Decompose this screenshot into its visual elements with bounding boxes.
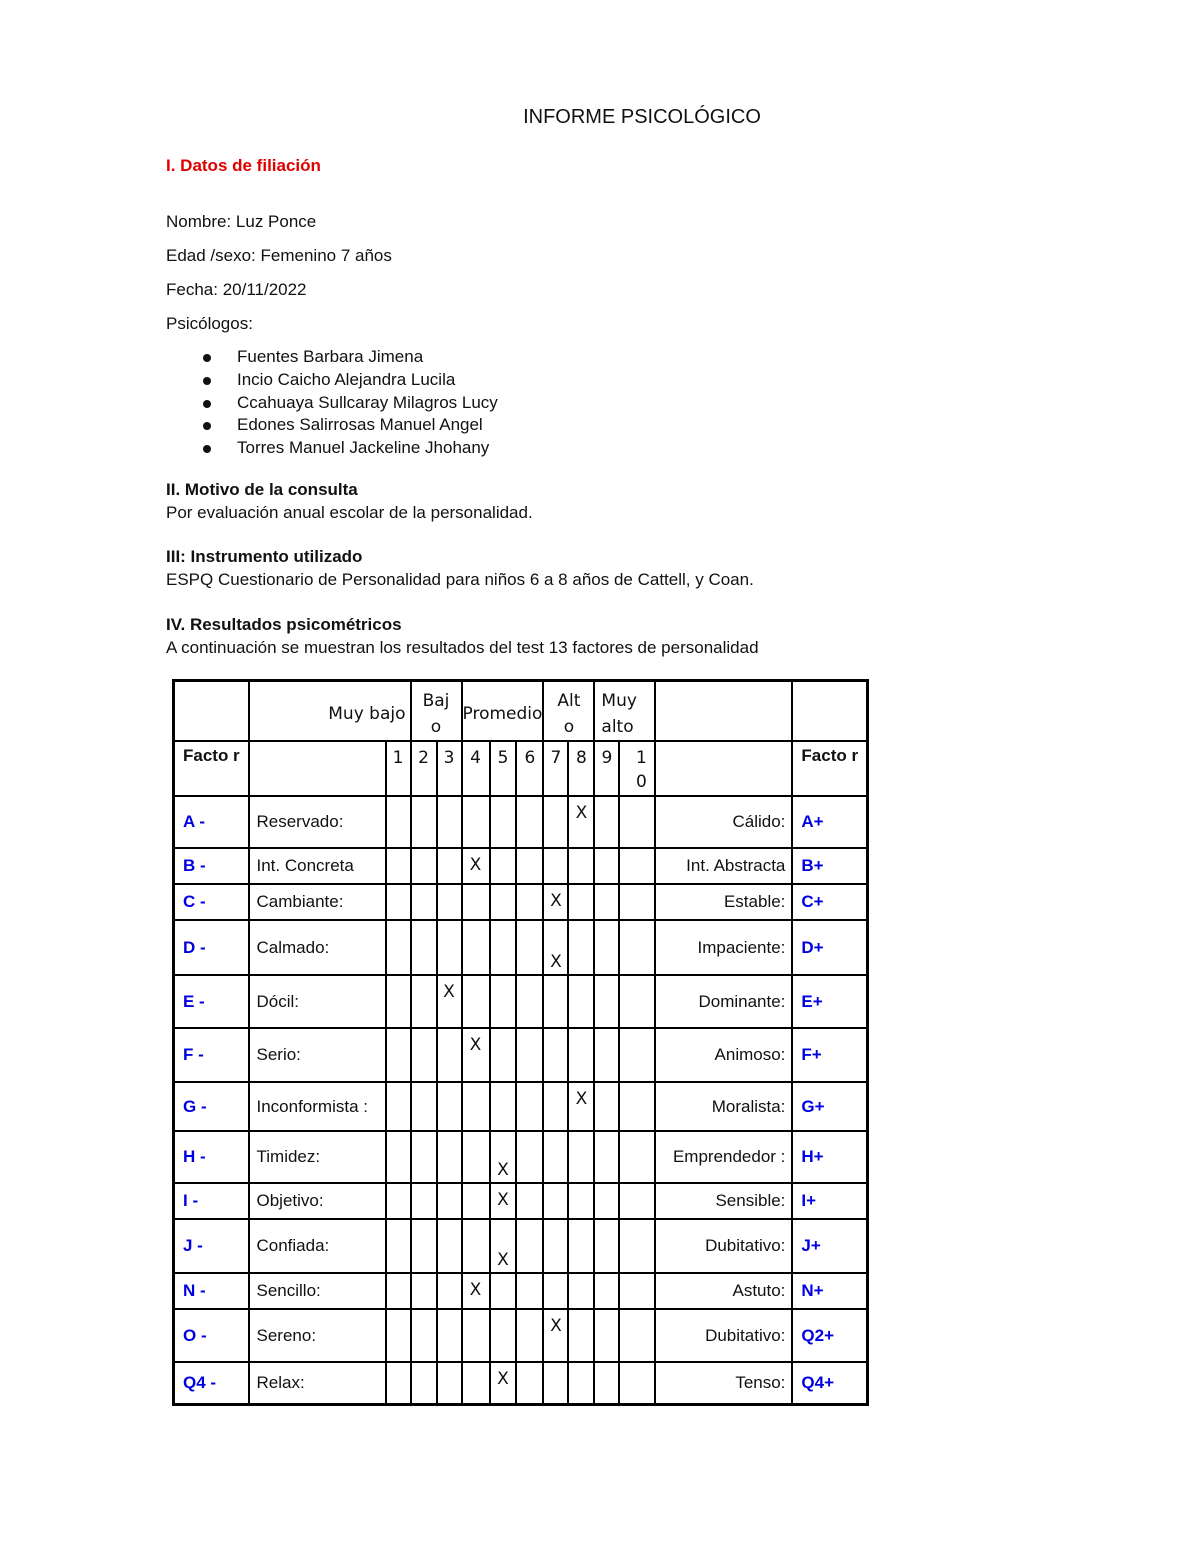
factor-row xyxy=(174,1309,868,1362)
factor-code-high: C+ xyxy=(792,884,867,920)
factor-code-low: N - xyxy=(174,1273,249,1309)
score-cell xyxy=(568,1219,594,1273)
group-bajo: Baj o xyxy=(411,681,462,742)
score-cell xyxy=(386,1028,411,1082)
scale-number: 2 xyxy=(411,741,437,796)
factor-high-label: Dominante: xyxy=(655,975,792,1028)
score-cell xyxy=(619,1131,655,1183)
empty-cell xyxy=(655,681,792,742)
score-cell xyxy=(619,884,655,920)
score-cell xyxy=(411,1219,437,1273)
score-cell xyxy=(411,1183,437,1219)
scale-number: 4 xyxy=(462,741,490,796)
score-cell xyxy=(411,1362,437,1404)
factor-high-label: Astuto: xyxy=(655,1273,792,1309)
factor-code-low: Q4 - xyxy=(174,1362,249,1404)
factor-row xyxy=(174,1219,868,1273)
score-cell xyxy=(594,975,619,1028)
score-cell xyxy=(462,884,490,920)
score-cell xyxy=(619,1082,655,1131)
score-cell xyxy=(411,884,437,920)
factor-header-right: Facto r xyxy=(792,741,867,796)
score-mark: X xyxy=(437,975,462,1028)
factor-row xyxy=(174,1273,868,1309)
factor-code-high: N+ xyxy=(792,1273,867,1309)
score-cell xyxy=(543,1362,568,1404)
score-cell xyxy=(543,1219,568,1273)
section-4-heading: IV. Resultados psicométricos xyxy=(166,615,402,634)
group-muy-alto: Muy alto xyxy=(594,681,655,742)
score-cell xyxy=(619,1028,655,1082)
fecha-line: Fecha: 20/11/2022 xyxy=(166,280,307,299)
factor-low-label: Timidez: xyxy=(249,1131,386,1183)
score-cell xyxy=(516,1082,543,1131)
factor-high-label: Impaciente: xyxy=(655,920,792,975)
score-cell xyxy=(437,1082,462,1131)
factor-low-label: Dócil: xyxy=(249,975,386,1028)
score-cell xyxy=(411,920,437,975)
factor-low-label: Sencillo: xyxy=(249,1273,386,1309)
score-cell xyxy=(462,1082,490,1131)
score-cell xyxy=(411,796,437,848)
factor-row xyxy=(174,1082,868,1131)
score-mark: X xyxy=(490,1183,517,1219)
score-cell xyxy=(386,1362,411,1404)
score-cell xyxy=(568,1131,594,1183)
score-cell xyxy=(490,1082,517,1131)
factor-high-label: Emprendedor : xyxy=(655,1131,792,1183)
score-cell xyxy=(619,920,655,975)
factor-high-label: Sensible: xyxy=(655,1183,792,1219)
score-cell xyxy=(619,1273,655,1309)
factor-code-high: E+ xyxy=(792,975,867,1028)
empty-cell xyxy=(249,741,386,796)
score-cell xyxy=(619,796,655,848)
score-cell xyxy=(462,1219,490,1273)
score-cell xyxy=(386,1183,411,1219)
factor-high-label: Int. Abstracta xyxy=(655,848,792,884)
factor-high-label: Estable: xyxy=(655,884,792,920)
factor-code-high: H+ xyxy=(792,1131,867,1183)
score-cell xyxy=(568,1362,594,1404)
factor-high-label: Cálido: xyxy=(655,796,792,848)
score-cell xyxy=(594,920,619,975)
factor-high-label: Dubitativo: xyxy=(655,1219,792,1273)
score-cell xyxy=(411,1273,437,1309)
factor-code-low: J - xyxy=(174,1219,249,1273)
edad-sexo-line: Edad /sexo: Femenino 7 años xyxy=(166,246,392,265)
score-cell xyxy=(594,1131,619,1183)
score-cell xyxy=(543,848,568,884)
score-cell xyxy=(543,1183,568,1219)
factor-code-low: F - xyxy=(174,1028,249,1082)
score-cell xyxy=(462,1362,490,1404)
score-cell xyxy=(594,1273,619,1309)
factor-low-label: Relax: xyxy=(249,1362,386,1404)
score-cell xyxy=(386,1131,411,1183)
psicologo-item: Ccahuaya Sullcaray Milagros Lucy xyxy=(166,392,498,415)
score-cell xyxy=(516,920,543,975)
factor-code-low: O - xyxy=(174,1309,249,1362)
score-cell xyxy=(490,884,517,920)
factor-code-low: I - xyxy=(174,1183,249,1219)
score-cell xyxy=(411,848,437,884)
factor-row xyxy=(174,1362,868,1404)
score-cell xyxy=(594,1183,619,1219)
psicologo-item: Torres Manuel Jackeline Jhohany xyxy=(166,437,498,460)
factor-row xyxy=(174,796,868,848)
factor-high-label: Animoso: xyxy=(655,1028,792,1082)
factor-row xyxy=(174,884,868,920)
score-mark: X xyxy=(462,848,490,884)
score-cell xyxy=(568,1183,594,1219)
factor-row xyxy=(174,848,868,884)
score-cell xyxy=(568,884,594,920)
score-cell xyxy=(386,975,411,1028)
section-2-text: Por evaluación anual escolar de la personalidad. xyxy=(166,503,533,522)
score-cell xyxy=(462,796,490,848)
score-cell xyxy=(490,1309,517,1362)
score-cell xyxy=(490,920,517,975)
score-cell xyxy=(411,975,437,1028)
score-cell xyxy=(411,1131,437,1183)
factor-code-high: J+ xyxy=(792,1219,867,1273)
score-cell xyxy=(516,884,543,920)
factor-code-low: C - xyxy=(174,884,249,920)
score-cell xyxy=(543,1028,568,1082)
scale-number: 5 xyxy=(490,741,517,796)
score-cell xyxy=(437,1131,462,1183)
score-cell xyxy=(437,796,462,848)
factor-low-label: Confiada: xyxy=(249,1219,386,1273)
factor-low-label: Inconformista : xyxy=(249,1082,386,1131)
scale-number: 8 xyxy=(568,741,594,796)
scale-number: 1 0 xyxy=(619,741,655,796)
score-cell xyxy=(437,1028,462,1082)
score-cell xyxy=(411,1028,437,1082)
section-4-text: A continuación se muestran los resultados del test 13 factores de personalidad xyxy=(166,638,759,657)
score-cell xyxy=(437,848,462,884)
score-cell xyxy=(594,1309,619,1362)
score-cell xyxy=(437,1183,462,1219)
factor-code-low: H - xyxy=(174,1131,249,1183)
score-cell xyxy=(594,1362,619,1404)
score-cell xyxy=(516,1273,543,1309)
score-cell xyxy=(516,848,543,884)
results-table xyxy=(172,679,869,1406)
score-mark: X xyxy=(543,1309,568,1362)
factor-high-label: Moralista: xyxy=(655,1082,792,1131)
score-cell xyxy=(516,796,543,848)
section-1-heading: I. Datos de filiación xyxy=(166,156,321,175)
scale-number: 1 xyxy=(386,741,411,796)
factor-low-label: Cambiante: xyxy=(249,884,386,920)
score-mark: X xyxy=(543,884,568,920)
score-cell xyxy=(619,848,655,884)
psicologos-list xyxy=(166,346,498,460)
score-mark: X xyxy=(568,1082,594,1131)
score-cell xyxy=(568,1028,594,1082)
factor-low-label: Serio: xyxy=(249,1028,386,1082)
score-mark: X xyxy=(543,920,568,975)
score-cell xyxy=(619,1219,655,1273)
score-cell xyxy=(619,975,655,1028)
score-cell xyxy=(411,1082,437,1131)
score-cell xyxy=(594,848,619,884)
factor-low-label: Reservado: xyxy=(249,796,386,848)
factor-code-high: Q2+ xyxy=(792,1309,867,1362)
factor-low-label: Objetivo: xyxy=(249,1183,386,1219)
score-cell xyxy=(462,975,490,1028)
score-mark: X xyxy=(490,1219,517,1273)
score-cell xyxy=(543,1273,568,1309)
score-cell xyxy=(490,796,517,848)
score-mark: X xyxy=(568,796,594,848)
factor-code-high: D+ xyxy=(792,920,867,975)
score-cell xyxy=(437,920,462,975)
factor-code-high: I+ xyxy=(792,1183,867,1219)
empty-cell xyxy=(174,681,249,742)
score-cell xyxy=(516,1309,543,1362)
factor-row xyxy=(174,1183,868,1219)
factor-high-label: Tenso: xyxy=(655,1362,792,1404)
factor-code-high: G+ xyxy=(792,1082,867,1131)
score-cell xyxy=(594,1082,619,1131)
score-cell xyxy=(543,796,568,848)
factor-row xyxy=(174,975,868,1028)
scale-header-row xyxy=(174,741,868,796)
score-cell xyxy=(568,975,594,1028)
score-mark: X xyxy=(462,1028,490,1082)
score-cell xyxy=(386,1273,411,1309)
factor-row xyxy=(174,1131,868,1183)
score-cell xyxy=(462,920,490,975)
score-cell xyxy=(386,920,411,975)
psicologos-label: Psicólogos: xyxy=(166,314,253,333)
score-cell xyxy=(437,884,462,920)
score-cell xyxy=(619,1183,655,1219)
factor-code-low: B - xyxy=(174,848,249,884)
factor-code-low: G - xyxy=(174,1082,249,1131)
score-cell xyxy=(594,796,619,848)
score-mark: X xyxy=(462,1273,490,1309)
group-promedio: Promedio xyxy=(462,681,544,742)
score-cell xyxy=(386,1309,411,1362)
score-cell xyxy=(437,1273,462,1309)
score-cell xyxy=(516,1028,543,1082)
factor-row xyxy=(174,1028,868,1082)
score-cell xyxy=(462,1183,490,1219)
factor-code-low: D - xyxy=(174,920,249,975)
factor-header-left: Facto r xyxy=(174,741,249,796)
factor-code-high: A+ xyxy=(792,796,867,848)
factor-code-low: A - xyxy=(174,796,249,848)
scale-number: 9 xyxy=(594,741,619,796)
nombre-line: Nombre: Luz Ponce xyxy=(166,212,317,231)
score-cell xyxy=(543,1131,568,1183)
psicologo-item: Incio Caicho Alejandra Lucila xyxy=(166,369,498,392)
factor-low-label: Int. Concreta xyxy=(249,848,386,884)
factor-high-label: Dubitativo: xyxy=(655,1309,792,1362)
score-cell xyxy=(568,848,594,884)
score-cell xyxy=(462,1309,490,1362)
section-2-heading: II. Motivo de la consulta xyxy=(166,480,358,499)
section-3-text: ESPQ Cuestionario de Personalidad para niños 6 a 8 años de Cattell, y Coan. xyxy=(166,570,754,589)
score-cell xyxy=(543,1082,568,1131)
score-cell xyxy=(437,1219,462,1273)
score-cell xyxy=(516,1131,543,1183)
score-cell xyxy=(437,1362,462,1404)
score-cell xyxy=(516,1183,543,1219)
scale-number: 3 xyxy=(437,741,462,796)
score-cell xyxy=(490,975,517,1028)
score-cell xyxy=(386,1219,411,1273)
factor-low-label: Calmado: xyxy=(249,920,386,975)
factor-low-label: Sereno: xyxy=(249,1309,386,1362)
score-cell xyxy=(594,884,619,920)
score-cell xyxy=(568,1309,594,1362)
scale-number: 7 xyxy=(543,741,568,796)
scale-number: 6 xyxy=(516,741,543,796)
score-cell xyxy=(462,1131,490,1183)
score-cell xyxy=(411,1309,437,1362)
score-cell xyxy=(490,1028,517,1082)
group-muy-bajo: Muy bajo xyxy=(249,681,411,742)
factor-code-high: B+ xyxy=(792,848,867,884)
score-cell xyxy=(516,1362,543,1404)
score-cell xyxy=(543,975,568,1028)
score-cell xyxy=(516,1219,543,1273)
empty-cell xyxy=(655,741,792,796)
psicologo-item: Fuentes Barbara Jimena xyxy=(166,346,498,369)
factor-code-low: E - xyxy=(174,975,249,1028)
psicologo-item: Edones Salirrosas Manuel Angel xyxy=(166,414,498,437)
score-cell xyxy=(437,1309,462,1362)
factor-row xyxy=(174,920,868,975)
score-cell xyxy=(386,848,411,884)
score-cell xyxy=(386,1082,411,1131)
score-cell xyxy=(594,1219,619,1273)
score-cell xyxy=(568,1273,594,1309)
score-mark: X xyxy=(490,1131,517,1183)
score-cell xyxy=(594,1028,619,1082)
group-alto: Alt o xyxy=(543,681,594,742)
section-3-heading: III: Instrumento utilizado xyxy=(166,547,363,566)
score-cell xyxy=(386,796,411,848)
score-cell xyxy=(490,1273,517,1309)
score-cell xyxy=(386,884,411,920)
score-mark: X xyxy=(490,1362,517,1404)
score-cell xyxy=(568,920,594,975)
score-cell xyxy=(490,848,517,884)
score-cell xyxy=(516,975,543,1028)
report-title: INFORME PSICOLÓGICO xyxy=(523,106,761,128)
factor-code-high: Q4+ xyxy=(792,1362,867,1404)
score-cell xyxy=(619,1362,655,1404)
score-cell xyxy=(619,1309,655,1362)
group-header-row xyxy=(174,681,868,742)
factor-code-high: F+ xyxy=(792,1028,867,1082)
